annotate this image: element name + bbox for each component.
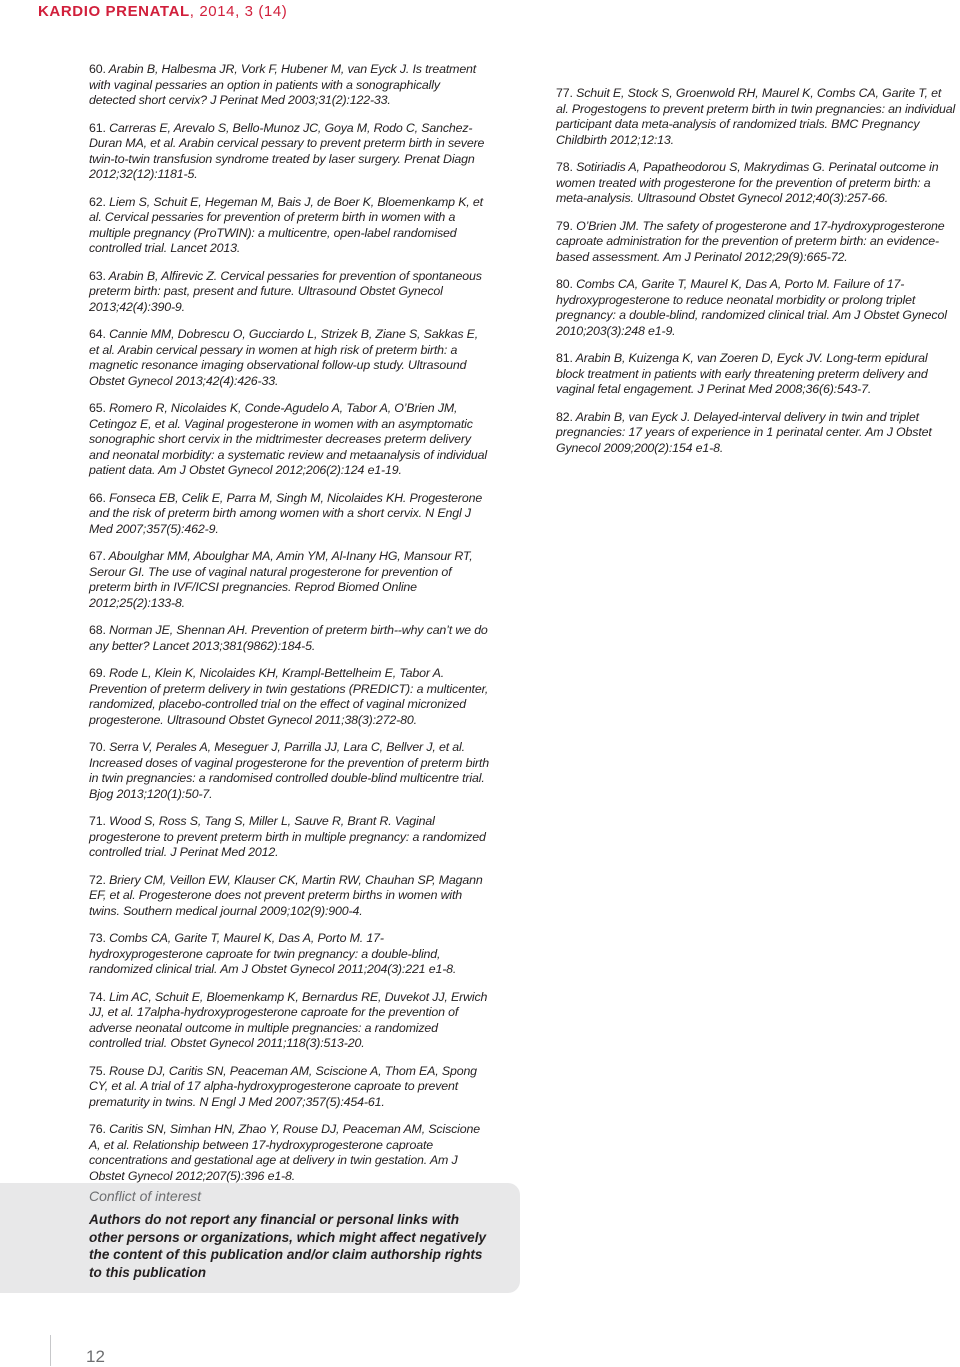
reference-item [556, 160, 956, 207]
reference-text: Combs CA, Garite T, Maurel K, Das A, Porto M. 17-hydroxyprogesterone caproate for twin pregnancy: a double-blind, randomized clinical trial. Am J Obstet Gynecol 2011;204(3):221 e1-8. [89, 931, 457, 976]
reference-text: O’Brien JM. The safety of progesterone and 17-hydroxyprogesterone caproate administration for the prevention of preterm birth: an evidence-based assessment. Am J Perinatol 2012;29(9):665-72. [556, 218, 945, 264]
reference-number: 68. [89, 623, 106, 637]
reference-item [89, 62, 489, 109]
reference-number: 76. [89, 1122, 106, 1136]
reference-item [89, 121, 489, 183]
running-header [38, 3, 287, 20]
reference-number: 69. [89, 666, 106, 680]
reference-item [556, 351, 956, 398]
reference-item [89, 269, 489, 316]
reference-number: 81. [556, 351, 573, 365]
reference-number: 67. [89, 549, 106, 563]
conflict-title: Conflict of interest [89, 1188, 202, 1204]
reference-text: Wood S, Ross S, Tang S, Miller L, Sauve R, Brant R. Vaginal progesterone to prevent preterm birth in multiple pregnancy: a randomized controlled trial. J Perinat Med 2012. [89, 814, 486, 859]
reference-text: Arabin B, Alfirevic Z. Cervical pessaries for prevention of spontaneous preterm birth: past, present and future. Ultrasound Obstet Gynecol 2013;42(4):390-9. [89, 268, 482, 314]
reference-number: 74. [89, 989, 106, 1004]
reference-text: Rouse DJ, Caritis SN, Peaceman AM, Sciscione A, Thom EA, Spong CY, et al. A trial of 17 alpha-hydroxyprogesterone caproate to prevent prematurity in twins. N Engl J Med 2007;357(5):454-61. [89, 1063, 477, 1109]
reference-item [556, 277, 956, 339]
reference-item [89, 873, 489, 920]
reference-text: Norman JE, Shennan AH. Prevention of preterm birth--why can’t we do any better? Lancet 2013;381(9862):184-5. [89, 623, 488, 653]
reference-item [89, 623, 489, 654]
reference-number: 64. [89, 327, 106, 341]
conflict-text: Authors do not report any financial or personal links with other persons or organizations, which might affect negatively the content of this publication and/or claim authorship rights to this publication [89, 1212, 487, 1280]
reference-item [89, 327, 489, 389]
reference-number: 65. [89, 401, 106, 415]
page-number-divider [50, 1335, 51, 1366]
journal-issue: , 2014, 3 (14) [189, 3, 288, 20]
reference-number: 72. [89, 872, 106, 887]
reference-text: Briery CM, Veillon EW, Klauser CK, Martin RW, Chauhan SP, Magann EF, et al. Progesterone does not prevent preterm births in women with twins. Southern medical journal 2009;102(9):900-4. [89, 872, 483, 918]
reference-text: Romero R, Nicolaides K, Conde-Agudelo A, Tabor A, O’Brien JM, Cetingoz E, et al. Vaginal progesterone in women with an asymptomatic sonographic short cervix in the midtrimester decreases preterm delivery and neonatal morbidity: a systematic review and metaanalysis of individual patient data. Am J Obstet Gynecol 2012;206(2):124 e1-19. [89, 401, 488, 477]
reference-item [89, 1064, 489, 1111]
reference-text: Liem S, Schuit E, Hegeman M, Bais J, de Boer K, Bloemenkamp K, et al. Cervical pessaries for prevention of preterm birth in women with a multiple pregnancy (ProTWIN): a multicentre, open-label randomised controlled trial. Lancet 2013. [89, 194, 483, 255]
reference-text: Serra V, Perales A, Meseguer J, Parrilla JJ, Lara C, Bellver J, et al. Increased doses of vaginal progesterone for the prevention of preterm birth in twin pregnancies: a randomised controlled double-blind multicentre trial. Bjog 2013;120(1):50-7. [89, 740, 489, 801]
reference-item [89, 990, 489, 1052]
reference-text: Combs CA, Garite T, Maurel K, Das A, Porto M. Failure of 17-hydroxyprogesterone to reduce neonatal morbidity or prolong triplet pregnancy: a double-blind, randomized clinical trial. Am J Obstet Gynecol 2010;203(3):248 e1-9. [556, 277, 947, 338]
reference-number: 63. [89, 268, 106, 283]
reference-item [89, 491, 489, 538]
reference-number: 77. [556, 86, 573, 100]
reference-item [89, 195, 489, 257]
reference-text: Arabin B, Kuizenga K, van Zoeren D, Eyck JV. Long-term epidural block treatment in patients with early threatening preterm delivery and vaginal fetal engagement. J Perinat Med 2008;36(6):543-7. [556, 351, 928, 396]
references-left-column [89, 62, 489, 1196]
reference-number: 80. [556, 277, 573, 291]
reference-number: 71. [89, 814, 106, 828]
references-right-column [556, 86, 956, 468]
reference-number: 66. [89, 490, 106, 505]
reference-text: Arabin B, Halbesma JR, Vork F, Hubener M, van Eyck J. Is treatment with vaginal pessaries an option in patients with a sonographically detected short cervix? J Perinat Med 2003;31(2):122-33. [89, 62, 477, 107]
reference-number: 73. [89, 931, 106, 945]
reference-item [556, 219, 956, 266]
reference-item [556, 410, 956, 457]
reference-text: Arabin B, van Eyck J. Delayed-interval delivery in twin and triplet pregnancies: 17 years of experience in 1 perinatal center. Am J Obstet Gynecol 2009;200(2):154 e1-8. [556, 409, 932, 455]
reference-item [89, 1122, 489, 1184]
reference-item [89, 666, 489, 728]
reference-text: Sotiriadis A, Papatheodorou S, Makrydimas G. Perinatal outcome in women treated with progesterone for the prevention of preterm birth: a meta-analysis. Ultrasound Obstet Gynecol 2012;40(3):257-66. [556, 160, 939, 205]
reference-number: 62. [89, 194, 106, 209]
reference-text: Caritis SN, Simhan HN, Zhao Y, Rouse DJ, Peaceman AM, Sciscione A, et al. Relationship between 17-hydroxyprogesterone caproate concentrations and gestational age at delivery in twin gestation. Am J Obstet Gynecol 2012;207(5):396 e1-8. [89, 1122, 480, 1183]
reference-item [89, 740, 489, 802]
reference-text: Fonseca EB, Celik E, Parra M, Singh M, Nicolaides KH. Progesterone and the risk of preterm birth among women with a short cervix. N Engl J Med 2007;357(5):462-9. [89, 490, 483, 536]
reference-number: 82. [556, 409, 573, 424]
reference-item [556, 86, 956, 148]
reference-number: 70. [89, 740, 106, 754]
reference-item [89, 401, 489, 479]
reference-item [89, 931, 489, 978]
reference-text: Lim AC, Schuit E, Bloemenkamp K, Bernardus RE, Duvekot JJ, Erwich JJ, et al. 17alpha-hydroxyprogesterone caproate for the prevention of adverse neonatal outcome in multiple pregnancies: a randomized controlled trial. Obstet Gynecol 2011;118(3):513-20. [89, 989, 488, 1050]
journal-name: KARDIO PRENATAL [38, 3, 190, 20]
reference-number: 61. [89, 120, 106, 135]
reference-number: 60. [89, 62, 106, 76]
page-number: 12 [86, 1347, 105, 1366]
reference-number: 75. [89, 1063, 106, 1078]
reference-number: 79. [556, 218, 573, 233]
reference-text: Schuit E, Stock S, Groenwold RH, Maurel K, Combs CA, Garite T, et al. Progestogens to prevent preterm birth in twin pregnancies: an individual participant data meta-analysis of randomized trials. BMC Pregnancy Childbirth 2012;12:13. [556, 86, 956, 147]
reference-item [89, 549, 489, 611]
reference-text: Aboulghar MM, Aboulghar MA, Amin YM, Al-Inany HG, Mansour RT, Serour GI. The use of vaginal natural progesterone for prevention of preterm birth in IVF/ICSI pregnancies. Reprod Biomed Online 2012;25(2):133-8. [89, 549, 473, 610]
reference-text: Carreras E, Arevalo S, Bello-Munoz JC, Goya M, Rodo C, Sanchez-Duran MA, et al. Arabin cervical pessary to prevent preterm birth in severe twin-to-twin transfusion syndrome treated by laser surgery. Prenat Diagn 2012;32(12):1181-5. [89, 120, 485, 181]
reference-text: Rode L, Klein K, Nicolaides KH, Krampl-Bettelheim E, Tabor A. Prevention of preterm delivery in twin gestations (PREDICT): a multicenter, randomized, placebo-controlled trial on the effect of vaginal micronized progesterone. Ultrasound Obstet Gynecol 2011;38(3):272-80. [89, 666, 489, 727]
reference-number: 78. [556, 160, 573, 174]
reference-item [89, 814, 489, 861]
reference-text: Cannie MM, Dobrescu O, Gucciardo L, Strizek B, Ziane S, Sakkas E, et al. Arabin cervical pessary in women at high risk of preterm birth: a magnetic resonance imaging observational follow-up study. Ultrasound Obstet Gynecol 2013;42(4):426-33. [89, 327, 479, 388]
